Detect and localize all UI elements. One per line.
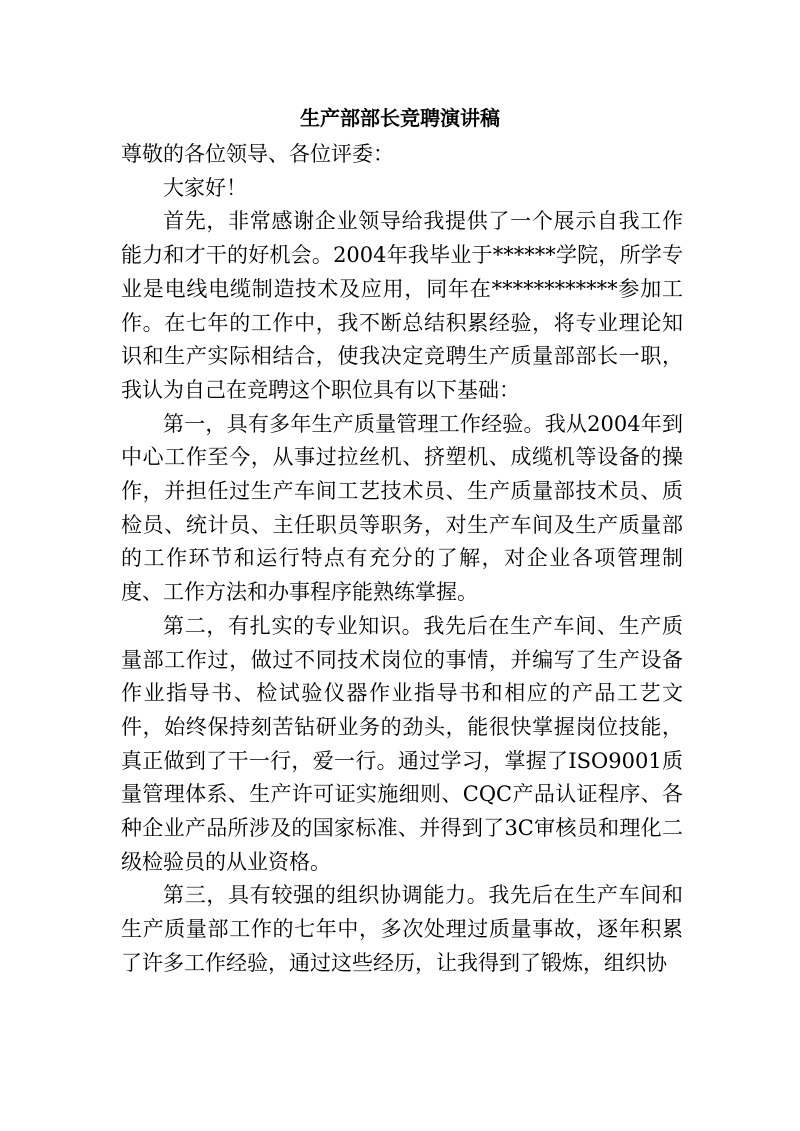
- document-body: [121, 138, 683, 981]
- salutation: 尊敬的各位领导、各位评委：: [121, 142, 394, 166]
- paragraph-intro: 首先，非常感谢企业领导给我提供了一个展示自我工作能力和才干的好机会。2004年我毕业于******学院，所学专业是电线电缆制造技术及应用，同年在************参加工作。在七年的工作中，我不断总结积累经验，将专业理论知识和生产实际相结合，使我决定竞聘生产质量部部长一职，我认为自己在竞聘这个职位具有以下基础：: [121, 209, 683, 402]
- greeting: 大家好！: [163, 175, 247, 200]
- paragraph-third-point: 第三，具有较强的组织协调能力。我先后在生产车间和生产质量部工作的七年中，多次处理过质量事故，逐年积累了许多工作经验，通过这些经历，让我得到了锻炼，组织协: [121, 883, 683, 975]
- paragraph-first-point: 第一，具有多年生产质量管理工作经验。我从2004年到中心工作至今，从事过拉丝机、挤塑机、成缆机等设备的操作，并担任过生产车间工艺技术员、生产质量部技术员、质检员、统计员、主任职员等职务，对生产车间及生产质量部的工作环节和运行特点有充分的了解，对企业各项管理制度、工作方法和办事程序能熟练掌握。: [121, 411, 683, 605]
- document-title: 生产部部长竞聘演讲稿: [300, 106, 500, 130]
- paragraph-second-point: 第二，有扎实的专业知识。我先后在生产车间、生产质量部工作过，做过不同技术岗位的事情，并编写了生产设备作业指导书、检试验仪器作业指导书和相应的产品工艺文件，始终保持刻苦钻研业务的劲头，能很快掌握岗位技能，真正做到了干一行，爱一行。通过学习，掌握了ISO9001质量管理体系、生产许可证实施细则、CQC产品认证程序、各种企业产品所涉及的国家标准、并得到了3C审核员和理化二级检验员的从业资格。: [121, 613, 683, 874]
